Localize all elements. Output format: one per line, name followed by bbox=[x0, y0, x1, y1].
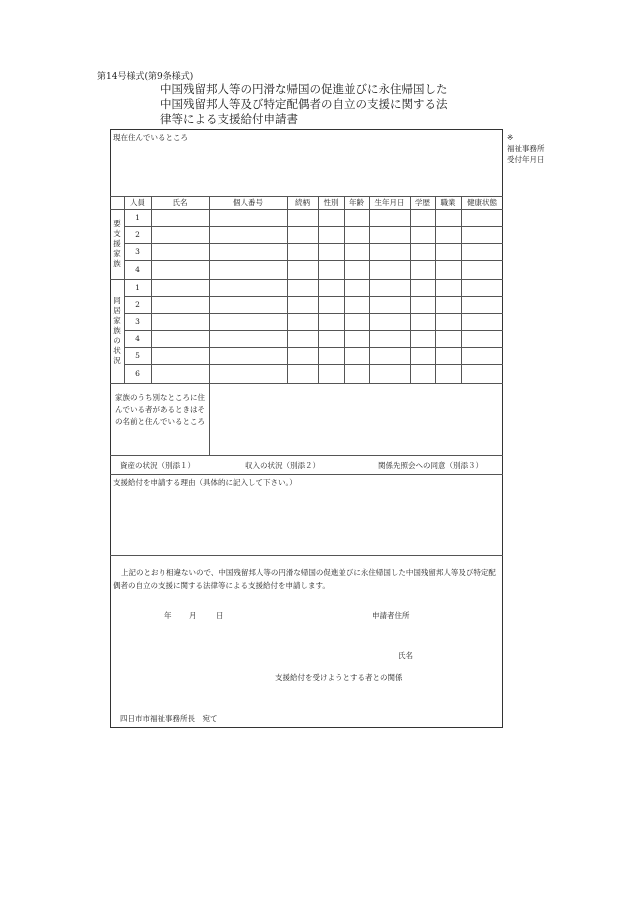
group-label-cohabiting-family bbox=[110, 279, 124, 383]
rule bbox=[124, 243, 503, 244]
title-line-1: 中国残留邦人等の円滑な帰国の促進並びに永住帰国した bbox=[160, 82, 448, 96]
group-label-char: 支 bbox=[113, 229, 121, 238]
rule bbox=[124, 313, 503, 314]
note-office: 福祉事務所 bbox=[507, 144, 545, 153]
attachment-assets: 資産の状況（別添１） bbox=[120, 461, 195, 470]
row-number: 1 bbox=[135, 283, 140, 292]
rule bbox=[318, 196, 319, 383]
applicant-address-label: 申請者住所 bbox=[372, 611, 410, 620]
group-label-char: 家 bbox=[113, 249, 121, 258]
header-name: 氏名 bbox=[172, 198, 188, 207]
rule bbox=[124, 296, 503, 297]
header-education: 学歴 bbox=[415, 198, 430, 207]
header-individual-number: 個人番号 bbox=[233, 198, 263, 207]
title-line-3: 律等による支援給付申請書 bbox=[160, 112, 298, 126]
note-receipt-date: 受付年月日 bbox=[507, 155, 545, 164]
attachment-income: 収入の状況（別添２） bbox=[245, 461, 320, 470]
row-number: 2 bbox=[135, 230, 140, 239]
rule bbox=[110, 209, 503, 210]
rule bbox=[287, 196, 288, 383]
addressee: 四日市市福祉事務所長 宛て bbox=[120, 714, 218, 723]
header-health: 健康状態 bbox=[467, 198, 497, 207]
rule bbox=[110, 555, 503, 556]
current-address-label: 現在住んでいるところ bbox=[113, 133, 188, 142]
row-number: 6 bbox=[135, 369, 140, 378]
declaration-statement: 上記のとおり相違ないので、中国残留邦人等の円滑な帰国の促進並びに永住帰国した中国残留邦人等及び特定配偶者の自立の支援に関する法律等による支援給付を申請します。 bbox=[113, 568, 496, 590]
group-label-char: 居 bbox=[113, 306, 121, 315]
group-label-support-family bbox=[110, 209, 124, 279]
row-number: 3 bbox=[135, 247, 140, 256]
rule bbox=[410, 196, 411, 383]
attachment-consent: 関係先照会への同意（別添３） bbox=[378, 461, 483, 470]
group-label-char: 族 bbox=[113, 259, 121, 268]
rule bbox=[151, 196, 152, 383]
form-number: 第14号様式(第9条様式) bbox=[97, 72, 194, 82]
form-frame bbox=[110, 129, 503, 728]
rule bbox=[369, 196, 370, 383]
rule bbox=[124, 347, 503, 348]
header-age: 年齢 bbox=[349, 198, 364, 207]
header-persons: 人員 bbox=[130, 198, 145, 207]
form-title bbox=[160, 82, 448, 127]
rule bbox=[209, 383, 210, 455]
title-line-2: 中国残留邦人等及び特定配偶者の自立の支援に関する法 bbox=[160, 97, 448, 111]
group-label-char: 援 bbox=[113, 239, 121, 248]
applicant-name-label: 氏名 bbox=[398, 651, 413, 660]
row-number: 4 bbox=[135, 334, 140, 343]
rule bbox=[435, 196, 436, 383]
rule bbox=[209, 196, 210, 383]
applicant-relationship-label: 支援給付を受けようとする者との関係 bbox=[275, 673, 403, 682]
rule bbox=[124, 364, 503, 365]
group-label-char: の bbox=[113, 336, 121, 345]
group-label-char: 況 bbox=[113, 356, 121, 365]
group-label-char: 族 bbox=[113, 326, 121, 335]
rule bbox=[124, 260, 503, 261]
date-day: 日 bbox=[216, 611, 224, 620]
group-label-char: 家 bbox=[113, 316, 121, 325]
other-address-label: 家族のうち別なところに住んでいる者があるときはその名前と住んでいるところ bbox=[115, 393, 205, 426]
rule bbox=[110, 455, 503, 456]
header-birth-date: 生年月日 bbox=[374, 198, 405, 207]
reason-label: 支援給付を申請する理由（具体的に記入して下さい。） bbox=[113, 478, 297, 487]
date-year: 年 bbox=[164, 611, 172, 620]
header-relationship: 続柄 bbox=[295, 198, 310, 207]
group-label-char: 要 bbox=[113, 219, 121, 228]
group-label-char: 状 bbox=[113, 346, 121, 355]
note-mark: ※ bbox=[507, 133, 514, 142]
row-number: 5 bbox=[135, 351, 140, 360]
rule bbox=[110, 279, 503, 280]
header-sex: 性別 bbox=[323, 198, 339, 207]
row-number: 3 bbox=[135, 317, 140, 326]
office-receipt-note bbox=[507, 132, 545, 165]
row-number: 2 bbox=[135, 300, 140, 309]
rule bbox=[124, 330, 503, 331]
rule bbox=[124, 226, 503, 227]
rule bbox=[461, 196, 462, 383]
header-occupation: 職業 bbox=[440, 198, 456, 207]
date-month: 月 bbox=[189, 611, 197, 620]
group-label-char: 同 bbox=[113, 296, 121, 305]
row-number: 1 bbox=[135, 213, 140, 222]
rule bbox=[110, 474, 503, 475]
rule bbox=[344, 196, 345, 383]
rule bbox=[110, 383, 503, 384]
row-number: 4 bbox=[135, 265, 140, 274]
